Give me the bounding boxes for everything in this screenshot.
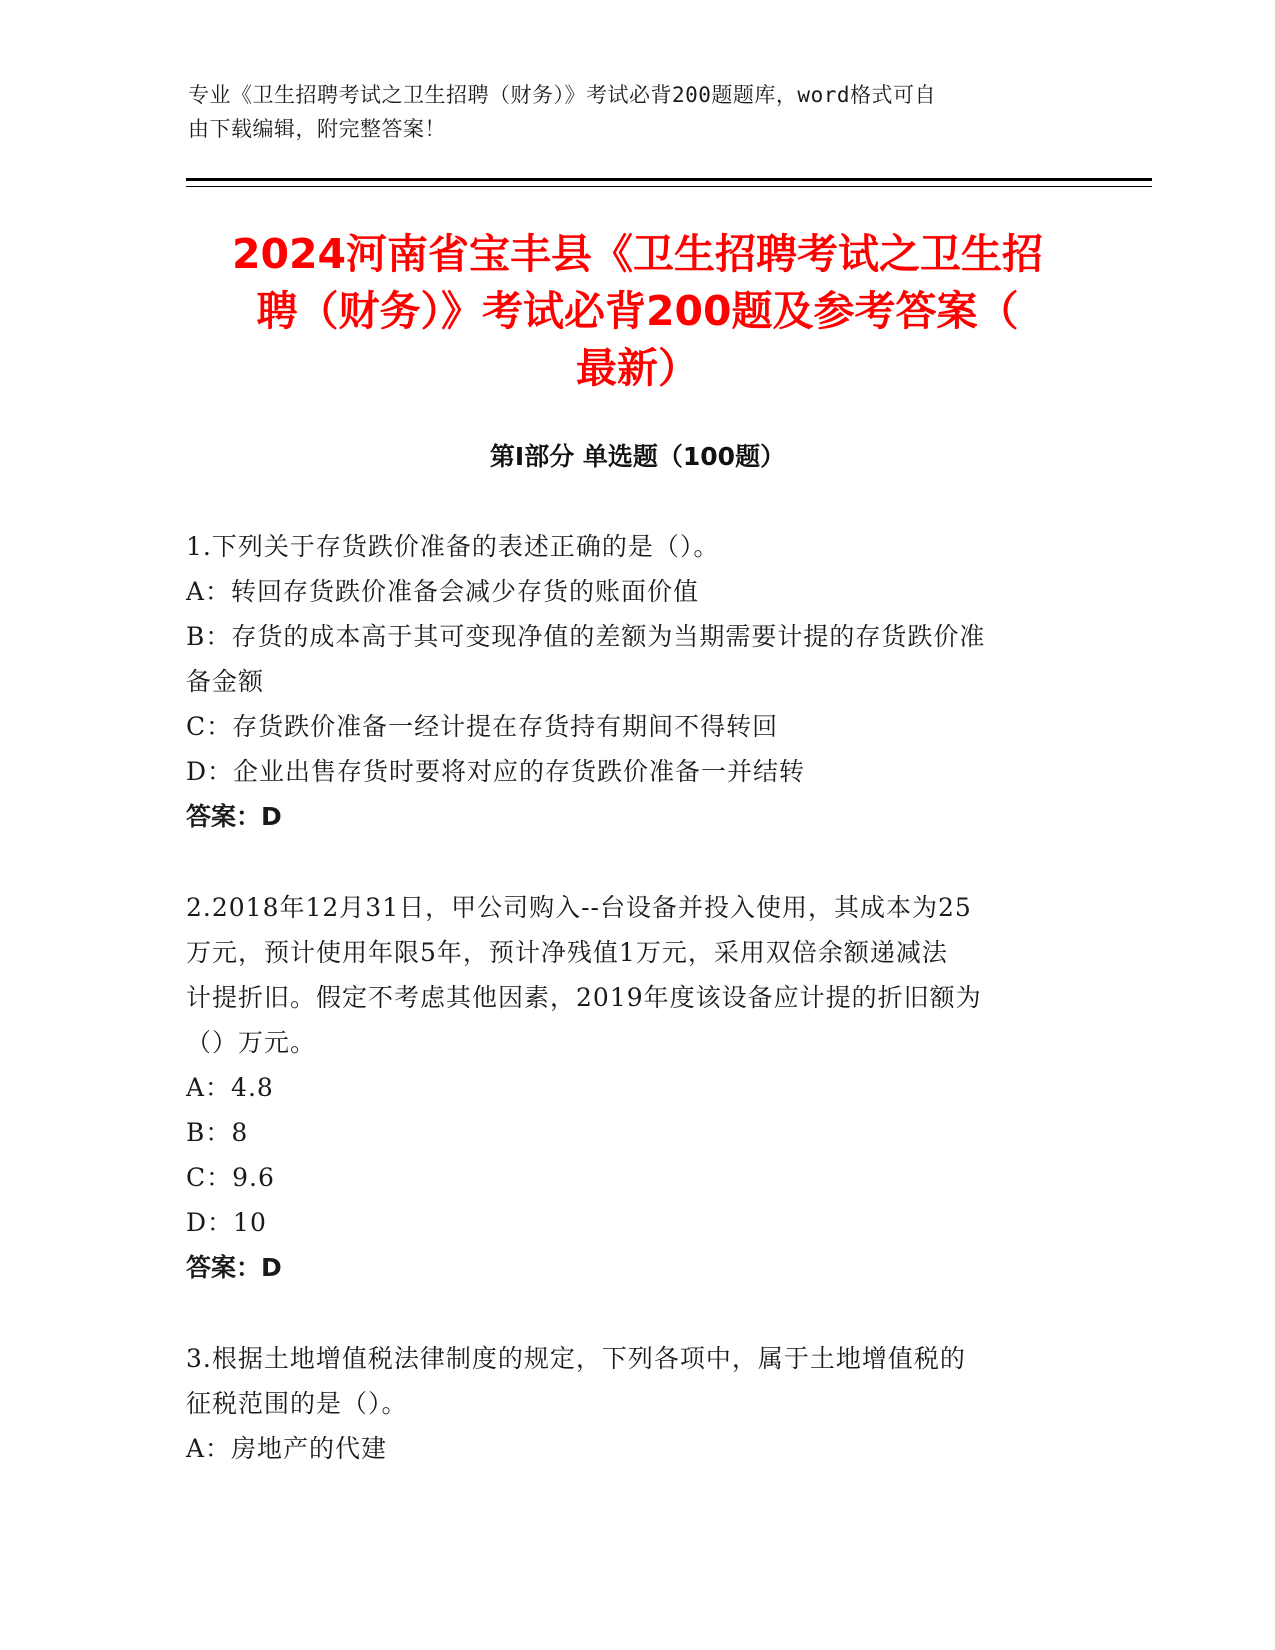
option-a: A：转回存货跌价准备会减少存货的账面价值 <box>186 577 700 606</box>
title-line: 最新） <box>576 344 699 392</box>
question-2 <box>186 885 1076 1290</box>
header-divider-thick <box>186 178 1152 181</box>
title-line: 聘（财务）》考试必背200题及参考答案（ <box>256 287 1019 335</box>
header-note <box>188 78 1068 146</box>
option-b: B：8 <box>186 1118 249 1147</box>
answer-label: 答案：D <box>186 1253 282 1282</box>
section-heading: 第I部分 单选题（100题） <box>489 442 786 471</box>
header-note-line: 由下载编辑，附完整答案！ <box>188 117 446 141</box>
title-line: 2024河南省宝丰县《卫生招聘考试之卫生招 <box>231 230 1044 278</box>
question-stem: 3.根据土地增值税法律制度的规定，下列各项中，属于土地增值税的 <box>186 1344 966 1373</box>
answer-label: 答案：D <box>186 802 282 831</box>
question-stem: 2.2018年12月31日，甲公司购入--台设备并投入使用，其成本为25 <box>186 893 972 922</box>
header-divider-thin <box>186 186 1152 187</box>
option-a: A：4.8 <box>186 1073 274 1102</box>
question-stem: 计提折旧。假定不考虑其他因素，2019年度该设备应计提的折旧额为 <box>186 983 982 1012</box>
question-1 <box>186 524 1076 839</box>
document-title <box>150 226 1125 397</box>
option-a: A：房地产的代建 <box>186 1434 388 1463</box>
option-d: D：10 <box>186 1208 267 1237</box>
option-b: B：存货的成本高于其可变现净值的差额为当期需要计提的存货跌价准 <box>186 622 986 651</box>
question-3 <box>186 1336 1076 1471</box>
question-stem: 1.下列关于存货跌价准备的表述正确的是（）。 <box>186 532 720 561</box>
option-d: D：企业出售存货时要将对应的存货跌价准备一并结转 <box>186 757 806 786</box>
option-c: C：存货跌价准备一经计提在存货持有期间不得转回 <box>186 712 779 741</box>
option-c: C：9.6 <box>186 1163 275 1192</box>
option-b-continued: 备金额 <box>186 667 265 696</box>
header-note-line: 专业《卫生招聘考试之卫生招聘（财务）》考试必背200题题库，word格式可自 <box>188 83 936 107</box>
question-stem: 万元，预计使用年限5年，预计净残值1万元，采用双倍余额递减法 <box>186 938 948 967</box>
question-stem: （）万元。 <box>186 1028 317 1057</box>
question-stem: 征税范围的是（）。 <box>186 1389 408 1418</box>
